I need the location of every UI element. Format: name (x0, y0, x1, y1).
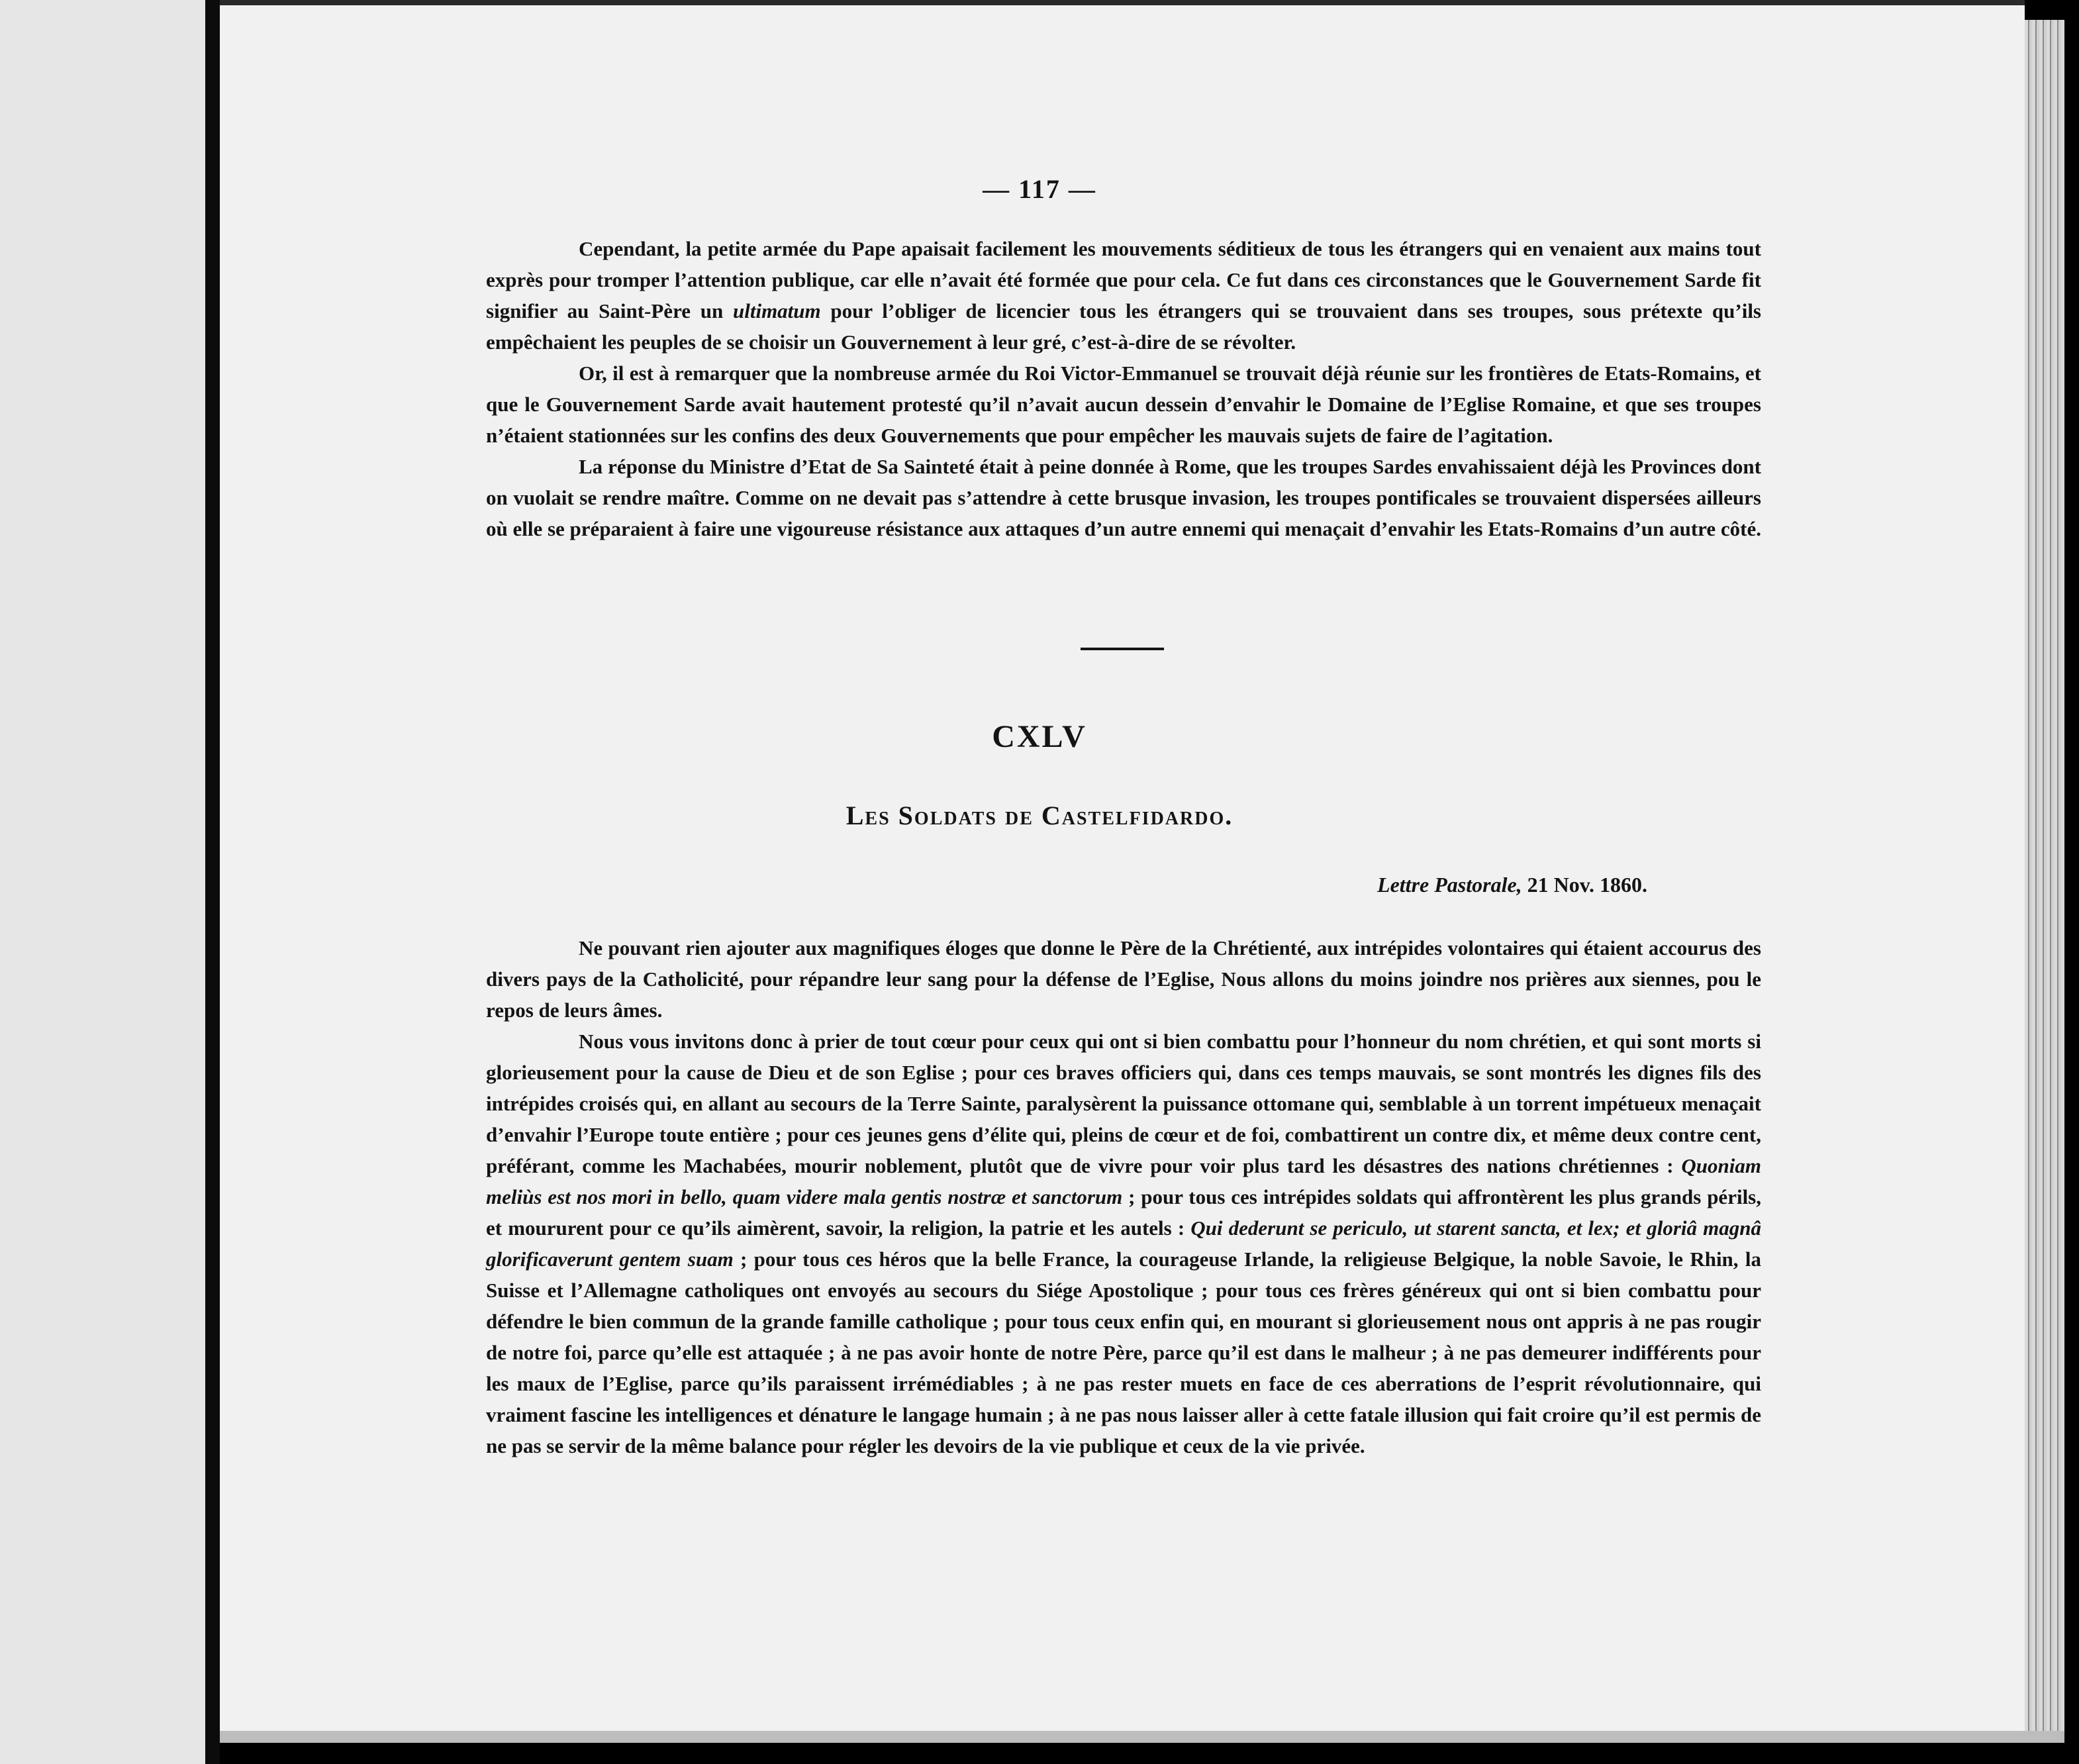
top-edge-shadow (220, 0, 2025, 5)
section-divider (1081, 648, 1164, 650)
paragraph: Ne pouvant rien ajouter aux magnifiques éloges que donne le Père de la Chrétienté, aux intrépides volontaires qui étaient accourus des divers pays de la Catholicité, pour répandre leur sang pour la défense de l’Eglise, Nous allons du moins joindre nos prières aux siennes, pou le repos de leurs âmes. (486, 936, 1761, 1022)
source-citation: Lettre Pastorale, 21 Nov. 1860. (1377, 873, 1647, 897)
paragraph: Or, il est à remarquer que la nombreuse armée du Roi Victor-Emmanuel se trouvait déjà réunie sur les frontières de Etats-Romains, et que le Gouvernement Sarde avait hautement protesté qu’il n’avait aucun dessein d’envahir le Domaine de l’Eglise Romaine, et que ses troupes n’étaient stationnées sur les confins des deux Gouvernements que pour empêcher les mauvais sujets de faire de l’agitation. (486, 362, 1761, 447)
paragraph: Cependant, la petite armée du Pape apaisait facilement les mouvements séditieux de tous les étrangers qui en venaient aux mains tout exprès pour tromper l’attention publique, car elle n’avait été formée que pour cela. Ce fut dans ces circonstances que le Gouvernement Sarde fit signifier au Saint-Père un ultimatum pour l’obliger de licencier tous les étrangers qui se trouvaient dans ses troupes, sous prétexte qu’ils empêchaient les peuples de se choisir un Gouvernement à leur gré, c’est-à-dire de se révolter. (486, 237, 1761, 354)
section-1-text (486, 233, 1761, 544)
paragraph: La réponse du Ministre d’Etat de Sa Sainteté était à peine donnée à Rome, que les troupes Sardes envahissaient déjà les Provinces dont on vuolait se rendre maître. Comme on ne devait pas s’attendre à cette brusque invasion, les troupes pontificales se trouvaient dispersées ailleurs où elle se préparaient à faire une vigoureuse résistance aux attaques d’un autre ennemi qui menaçait d’envahir les Etats-Romains d’un autre côté. (486, 455, 1761, 540)
chapter-title: Les Soldats de Castelfidardo. (846, 801, 1233, 830)
latin-quote: Qui dederunt se periculo, ut starent sancta, et lex; et gloriâ magnâ glorificaverunt gentem suam (486, 1216, 1761, 1271)
latin-quote: Quoniam meliùs est nos mori in bello, quam videre mala gentis nostræ et sanctorum (486, 1154, 1761, 1208)
page-number: — 117 — (983, 174, 1096, 204)
left-page-margin (0, 0, 205, 1764)
page-edge-bottom (220, 1731, 2064, 1743)
paragraph: Nous vous invitons donc à prier de tout cœur pour ceux qui ont si bien combattu pour l’honneur du nom chrétien, et qui sont morts si glorieusement pour la cause de Dieu et de son Eglise ; pour ces braves officiers qui, dans ces temps mauvais, se sont montrés les dignes fils des intrépides croisés qui, en allant au secours de la Terre Sainte, paralysèrent la puissance ottomane qui, semblable à un torrent impétueux menaçait d’envahir l’Europe toute entière ; pour ces jeunes gens d’élite qui, pleins de cœur et de foi, combattirent un contre dix, et même deux contre cent, préférant, comme les Machabées, mourir noblement, plutôt que de vivre pour voir plus tard les désastres des nations chrétiennes : Quoniam meliùs est nos mori in bello, quam videre mala gentis nostræ et sanctorum ; pour tous ces intrépides soldats qui affrontèrent les plus grands périls, et moururent pour ce qu’ils aimèrent, savoir, la religion, la patrie et les autels : Qui dederunt se periculo, ut starent sancta, et lex; et gloriâ magnâ glorificaverunt gentem suam ; pour tous ces héros que la belle France, la courageuse Irlande, la religieuse Belgique, la noble Savoie, le Rhin, la Suisse et l’Allemagne catholiques ont envoyés au secours du Siége Apostolique ; pour tous ces frères généreux qui ont si bien combattu pour défendre le bien commun de la grande famille catholique ; pour tous ceux enfin qui, en mourant si glorieusement nous ont appris à ne pas rougir de notre foi, parce qu’elle est attaquée ; à ne pas avoir honte de notre Père, parce qu’il est dans le malheur ; à ne pas demeurer indifférents pour les maux de l’Eglise, parce qu’ils paraissent irrémédiables ; à ne pas rester muets en face de ces aberrations de l’esprit révolutionnaire, qui vraiment fascine les intelligences et dénature le langage humain ; à ne pas nous laisser aller à cette fatale illusion qui fait croire qu’il est permis de ne pas se servir de la même balance pour régler les devoirs de la vie publique et ceux de la vie privée. (486, 1030, 1761, 1457)
page-edges-right (2025, 20, 2064, 1735)
italic-term: ultimatum (732, 299, 821, 322)
chapter-number: CXLV (992, 719, 1087, 754)
section-2-text (486, 932, 1761, 1461)
binding-gutter (205, 0, 220, 1764)
